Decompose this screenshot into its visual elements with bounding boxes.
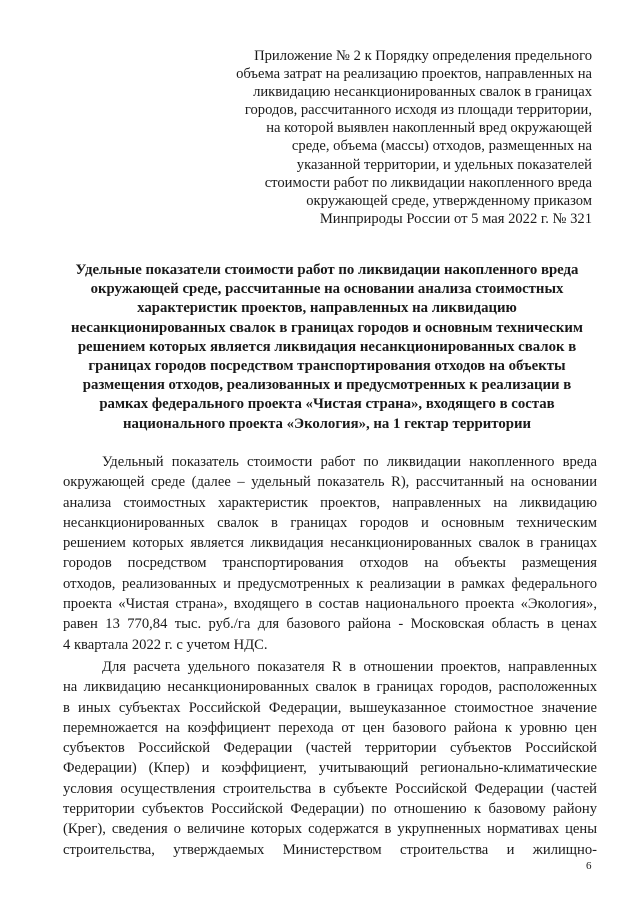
title-line: национального проекта «Экология», на 1 гектар территории <box>122 415 532 432</box>
appendix-line: Приложение № 2 к Порядку определения предельного <box>254 48 592 64</box>
paragraph-2 <box>63 657 597 860</box>
paragraph-line: Для расчета удельного показателя R в отношении проектов, направленных <box>102 659 597 675</box>
appendix-line: городов, рассчитанного исходя из площади территории, <box>244 102 592 119</box>
appendix-line: стоимости работ по ликвидации накопленного вреда <box>264 174 592 191</box>
appendix-line: среде, объема (массы) отходов, размещенных на <box>291 138 592 155</box>
title-line: несанкционированных свалок в границах городов и основным техническим <box>71 319 583 336</box>
document-title <box>58 261 596 434</box>
title-line: характеристик проектов, направленных на ликвидацию <box>137 300 517 317</box>
paragraph-line: строительства, утверждаемых Министерством строительства и жилищно- <box>63 841 597 858</box>
appendix-line: окружающей среде, утвержденному приказом <box>306 192 592 209</box>
title-line: Удельные показатели стоимости работ по ликвидации накопленного вреда <box>75 262 579 278</box>
paragraph-line: перемножается на коэффициент перехода от цен базового района к уровню цен <box>63 719 597 736</box>
title-line: размещения отходов, реализованных и предусмотренных к реализации в <box>82 377 572 394</box>
paragraph-line: условия осуществления строительства в субъекте Российской Федерации (частей <box>63 780 597 797</box>
paragraph-line: анализа стоимостных характеристик проектов, направленных на ликвидацию <box>63 494 597 511</box>
paragraph-line: несанкционированных свалок в границах городов и основным техническим <box>63 514 597 531</box>
appendix-line: Минприроды России от 5 мая 2022 г. № 321 <box>319 210 592 227</box>
paragraph-line: отходов, реализованных и предусмотренных к реализации в рамках федерального <box>63 575 597 592</box>
paragraph-line: в иных субъектах Российской Федерации, вышеуказанное стоимостное значение <box>63 699 597 716</box>
page-number: 6 <box>586 860 592 872</box>
paragraph-line: окружающей среде (далее – удельный показатель R), рассчитанный на основании <box>63 474 597 491</box>
paragraph-line: (Крег), сведения о величине которых содержатся в укрупненных нормативах цены <box>63 821 597 838</box>
appendix-line: указанной территории, и удельных показателей <box>296 156 592 173</box>
paragraph-line: Удельный показатель стоимости работ по ликвидации накопленного вреда <box>102 454 597 470</box>
appendix-header <box>232 47 592 228</box>
paragraph-line: равен 13 770,84 тыс. руб./га для базового района - Московская область в ценах <box>63 616 597 633</box>
paragraph-line: решением которых является ликвидация несанкционированных свалок в границах <box>63 535 597 552</box>
appendix-line: ликвидацию несанкционированных свалок в границах <box>253 84 592 101</box>
paragraph-line: Федерации) (Кпер) и коэффициент, учитывающий регионально-климатические <box>63 760 597 777</box>
paragraph-line: на ликвидацию несанкционированных свалок в границах городов, расположенных <box>63 679 597 696</box>
appendix-line: объема затрат на реализацию проектов, направленных на <box>236 66 592 83</box>
paragraph-1 <box>63 452 597 655</box>
paragraph-line: 4 квартала 2022 г. с учетом НДС. <box>63 636 268 653</box>
title-line: решением которых является ликвидация несанкционированных свалок в <box>77 338 577 355</box>
title-line: границах городов посредством транспортирования отходов на объекты <box>88 358 566 375</box>
title-line: окружающей среде, рассчитанные на основании анализа стоимостных <box>90 281 564 298</box>
paragraph-line: субъектов Российской Федерации (частей территории субъектов Российской <box>63 740 597 757</box>
title-line: рамках федерального проекта «Чистая страна», входящего в состав <box>99 396 555 413</box>
paragraph-line: территории субъектов Российской Федерации) по отношению к базовому району <box>63 801 597 818</box>
paragraph-line: городов посредством транспортирования отходов на объекты размещения <box>63 555 597 572</box>
paragraph-line: проекта «Чистая страна», входящего в состав национального проекта «Экология», <box>63 596 597 613</box>
appendix-line: на которой выявлен накопленный вред окружающей <box>266 120 592 137</box>
